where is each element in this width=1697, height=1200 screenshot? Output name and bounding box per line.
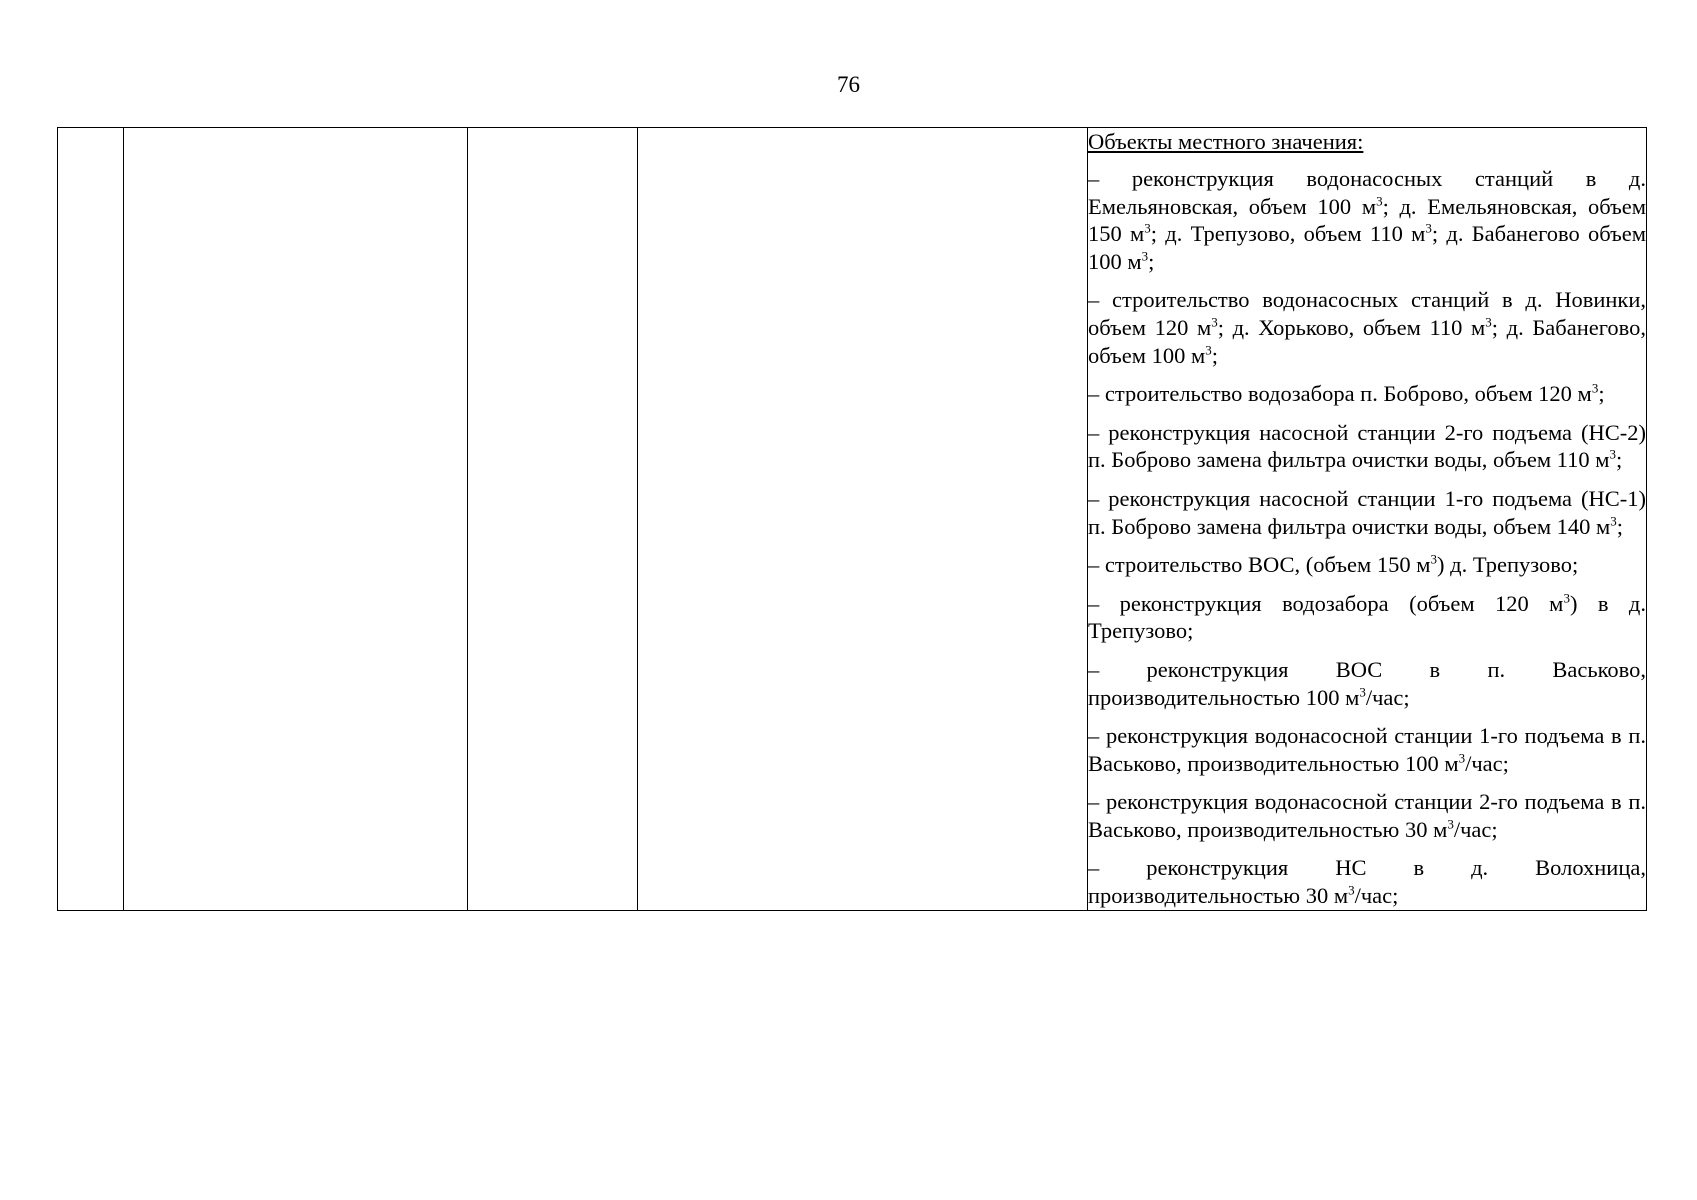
list-item: – реконструкция водонасосной станции 2-го подъема в п. Васьково, производительностью 30 $м^3$/час; xyxy=(1088,789,1646,842)
list-item: – строительство ВОС, (объем 150 $м^3$) д. Трепузово; xyxy=(1088,551,1579,578)
list-item: – реконструкция ВОС в п. Васьково, производительностью 100 $м^3$/час; xyxy=(1088,656,1646,710)
page-number: 76 xyxy=(837,72,860,97)
list-item: – реконструкция водозабора (объем 120 $м^3$) в д. Трепузово; xyxy=(1088,590,1646,644)
list-item: – строительство водонасосных станций в д. Новинки, объем 120 $м^3$; д. Хорьково, объем 110 $м^3$; д. Бабанегово, объем 100 $м^3$; xyxy=(1088,287,1646,368)
table-cell-objects xyxy=(1088,128,1647,911)
list-item: – реконструкция водонасосной станции 1-го подъема в п. Васьково, производительностью 100 $м^3$/час; xyxy=(1088,723,1646,776)
list-item: – реконструкция насосной станции 1-го подъема (НС-1) п. Боброво замена фильтра очистки воды, объем 140 $м^3$; xyxy=(1088,485,1646,539)
section-heading: Объекты местного значения: xyxy=(1088,129,1364,154)
list-item: – реконструкция насосной станции 2-го подъема (НС-2) п. Боброво замена фильтра очистки воды, объем 110 $м^3$; xyxy=(1088,419,1646,473)
table-cell-empty xyxy=(124,128,468,911)
list-item: – реконструкция водонасосных станций в д. Емельяновская, объем 100 $м^3$; д. Емельяновская, объем 150 $м^3$; д. Трепузово, объем 110 $м^3$; д. Бабанегово объем 100 $м^3$; xyxy=(1088,166,1646,274)
table-cell-empty xyxy=(638,128,1088,911)
content-table xyxy=(57,127,1647,911)
table-cell-empty xyxy=(468,128,638,911)
table-cell-number xyxy=(58,128,124,911)
list-item: – строительство водозабора п. Боброво, объем 120 $м^3$; xyxy=(1088,380,1605,407)
objects-list xyxy=(1088,165,1646,910)
table-row xyxy=(58,128,1647,911)
list-item: – реконструкция НС в д. Волохница, производительностью 30 $м^3$/час; xyxy=(1088,855,1646,909)
